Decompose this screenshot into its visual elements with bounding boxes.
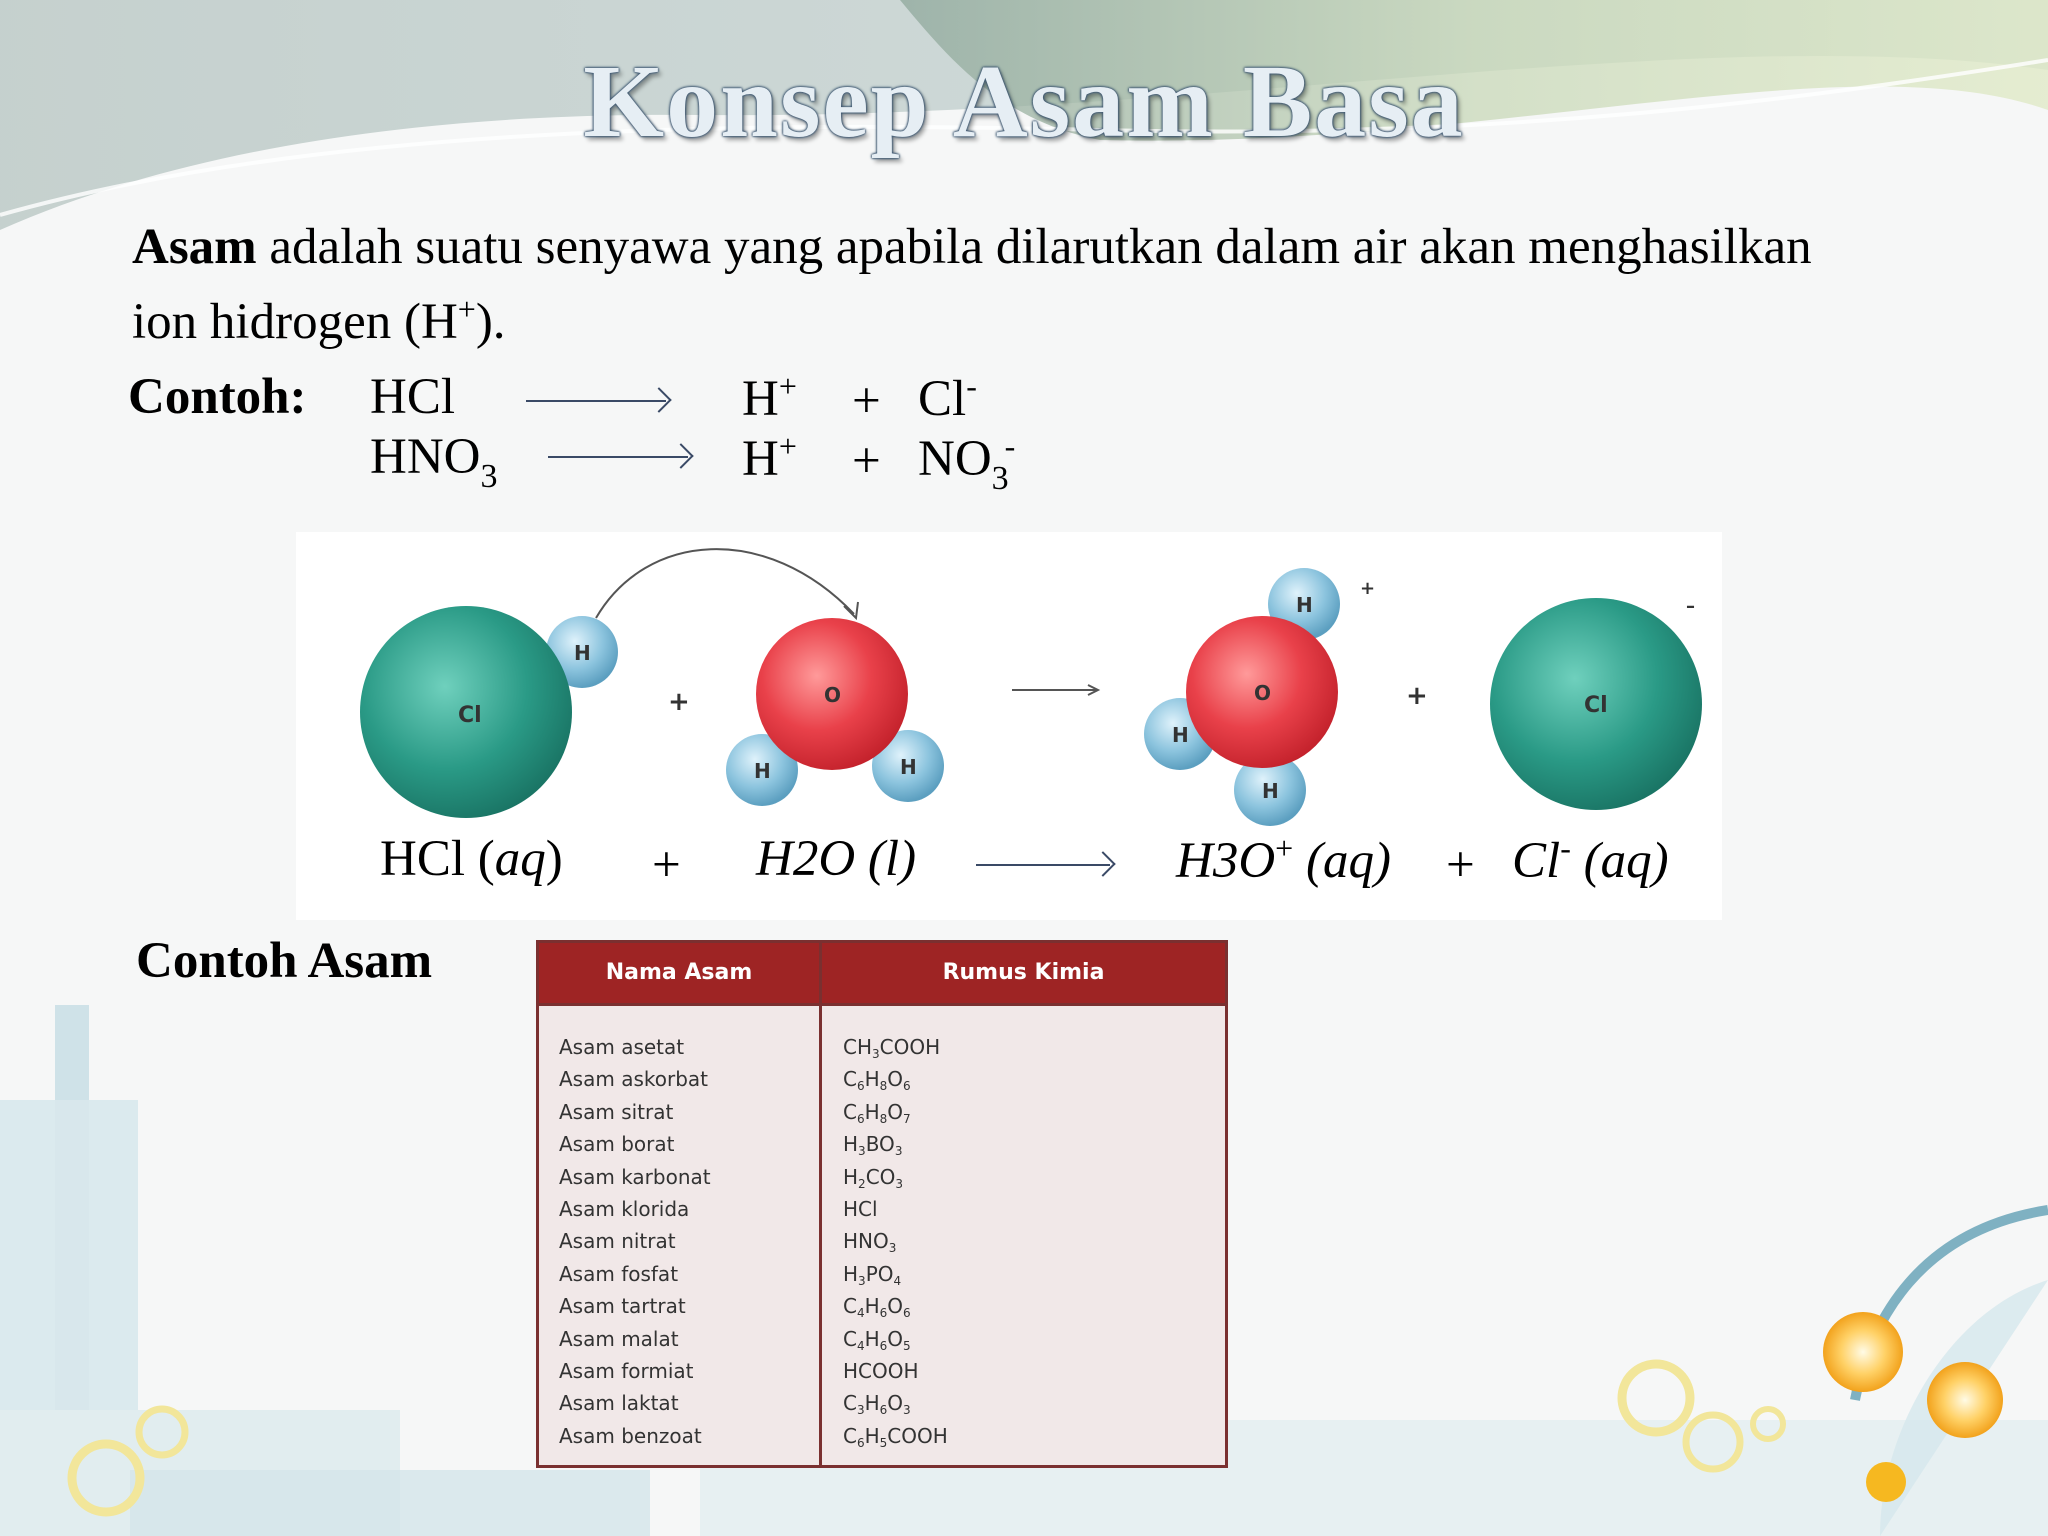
formula-cell: $CH_3COOH$ [843,1035,941,1061]
eq-plus-2: + [1446,837,1475,893]
cl-label: Cl [1584,693,1608,718]
formula-cell: $C_6H_8O_7$ [843,1099,911,1126]
eq-arrow [976,864,1110,866]
hydrogen-charge: + [457,291,476,327]
example-1-reactant: HCl [370,369,456,425]
example-1-product-2: Cl- [918,368,977,427]
acid-name-cell: Asam formiat [559,1358,694,1383]
h-label: H [1172,723,1189,747]
orb [1927,1362,2003,1438]
proton-transfer-arrow [596,549,854,618]
formula-cell: $HNO_3$ [843,1229,897,1256]
o-label: O [1254,681,1272,705]
example-2-reactant: $HNO_3$ [370,429,498,495]
table-header [539,943,1225,1003]
positive-charge: + [1360,578,1376,599]
eq-product-2: Cl- (aq) [1512,830,1669,889]
eq-product-1: H3O+ (aq) [1176,830,1391,889]
acid-table [536,940,1228,1468]
example-2-product-2: $NO_3^-$ [918,428,1016,497]
acid-name-cell: Asam fosfat [559,1261,679,1286]
formula-column [843,1031,948,1452]
h-label: H [574,641,591,665]
acid-name-cell: Asam askorbat [559,1067,708,1092]
acid-name-cell: Asam laktat [559,1391,679,1416]
diagram-plus-2: + [1406,681,1428,711]
acid-name-cell: Asam sitrat [559,1099,674,1124]
eq-plus-1: + [652,837,681,893]
orb [1866,1462,1906,1502]
formula-cell: $C_6H_8O_6$ [843,1067,911,1094]
formula-cell: $C_4H_6O_5$ [843,1326,911,1353]
acid-name-cell: Asam nitrat [559,1229,676,1254]
formula-cell: HCl [843,1196,878,1221]
h-label: H [900,755,917,779]
eq-reactant-1: HCl (aq) [380,831,563,887]
formula-cell: $H_2CO_3$ [843,1164,904,1191]
formula-cell: $C_3H_6O_3$ [843,1391,911,1418]
acid-examples-label: Contoh Asam [136,933,433,989]
acid-definition [132,216,1952,353]
definition-end: ). [475,294,506,350]
diagram-plus-1: + [668,687,690,717]
acid-name-cell: Asam klorida [559,1196,690,1221]
formula-cell: $C_4H_6O_6$ [843,1294,911,1321]
slide-title: Konsep Asam Basa [583,44,1465,159]
example-1-arrow [526,400,666,402]
orb [1823,1312,1903,1392]
formula-cell: $C_6H_5COOH$ [843,1423,948,1450]
eq-reactant-2: H2O (l) [756,831,917,887]
acid-name-cell: Asam karbonat [559,1164,711,1189]
example-2-arrow [548,456,688,458]
definition-text: adalah suatu senyawa yang apabila dilarutkan dalam air akan menghasilkan [256,219,1812,275]
cl-label: Cl [458,703,482,728]
example-2-product-1: H+ [742,428,797,487]
example-2-plus: + [852,433,881,489]
acid-name-cell: Asam borat [559,1132,675,1157]
formula-cell: $H_3BO_3$ [843,1132,903,1159]
acid-name-cell: Asam malat [559,1326,679,1351]
definition-term: Asam [132,219,257,275]
acid-name-column [559,1031,711,1452]
example-1-plus: + [852,373,881,429]
formula-cell: HCOOH [843,1358,919,1383]
formula-cell: $H_3PO_4$ [843,1261,902,1288]
h-label: H [754,759,771,783]
h-label: H [1296,593,1313,617]
negative-charge: – [1686,596,1695,617]
bg-bar [130,1470,650,1536]
o-label: O [824,683,842,707]
definition-text-2: ion hidrogen (H [132,294,458,350]
h-label: H [1262,779,1279,803]
acid-name-cell: Asam tartrat [559,1294,686,1319]
acid-name-cell: Asam benzoat [559,1423,702,1448]
column-divider [819,943,822,1465]
column-header-name: Nama Asam [605,960,753,985]
acid-name-cell: Asam asetat [559,1035,685,1059]
header-divider [539,1003,1225,1006]
column-header-formula: Rumus Kimia [942,960,1105,985]
examples-label: Contoh: [128,369,307,425]
example-1-product-1: H+ [742,368,797,427]
